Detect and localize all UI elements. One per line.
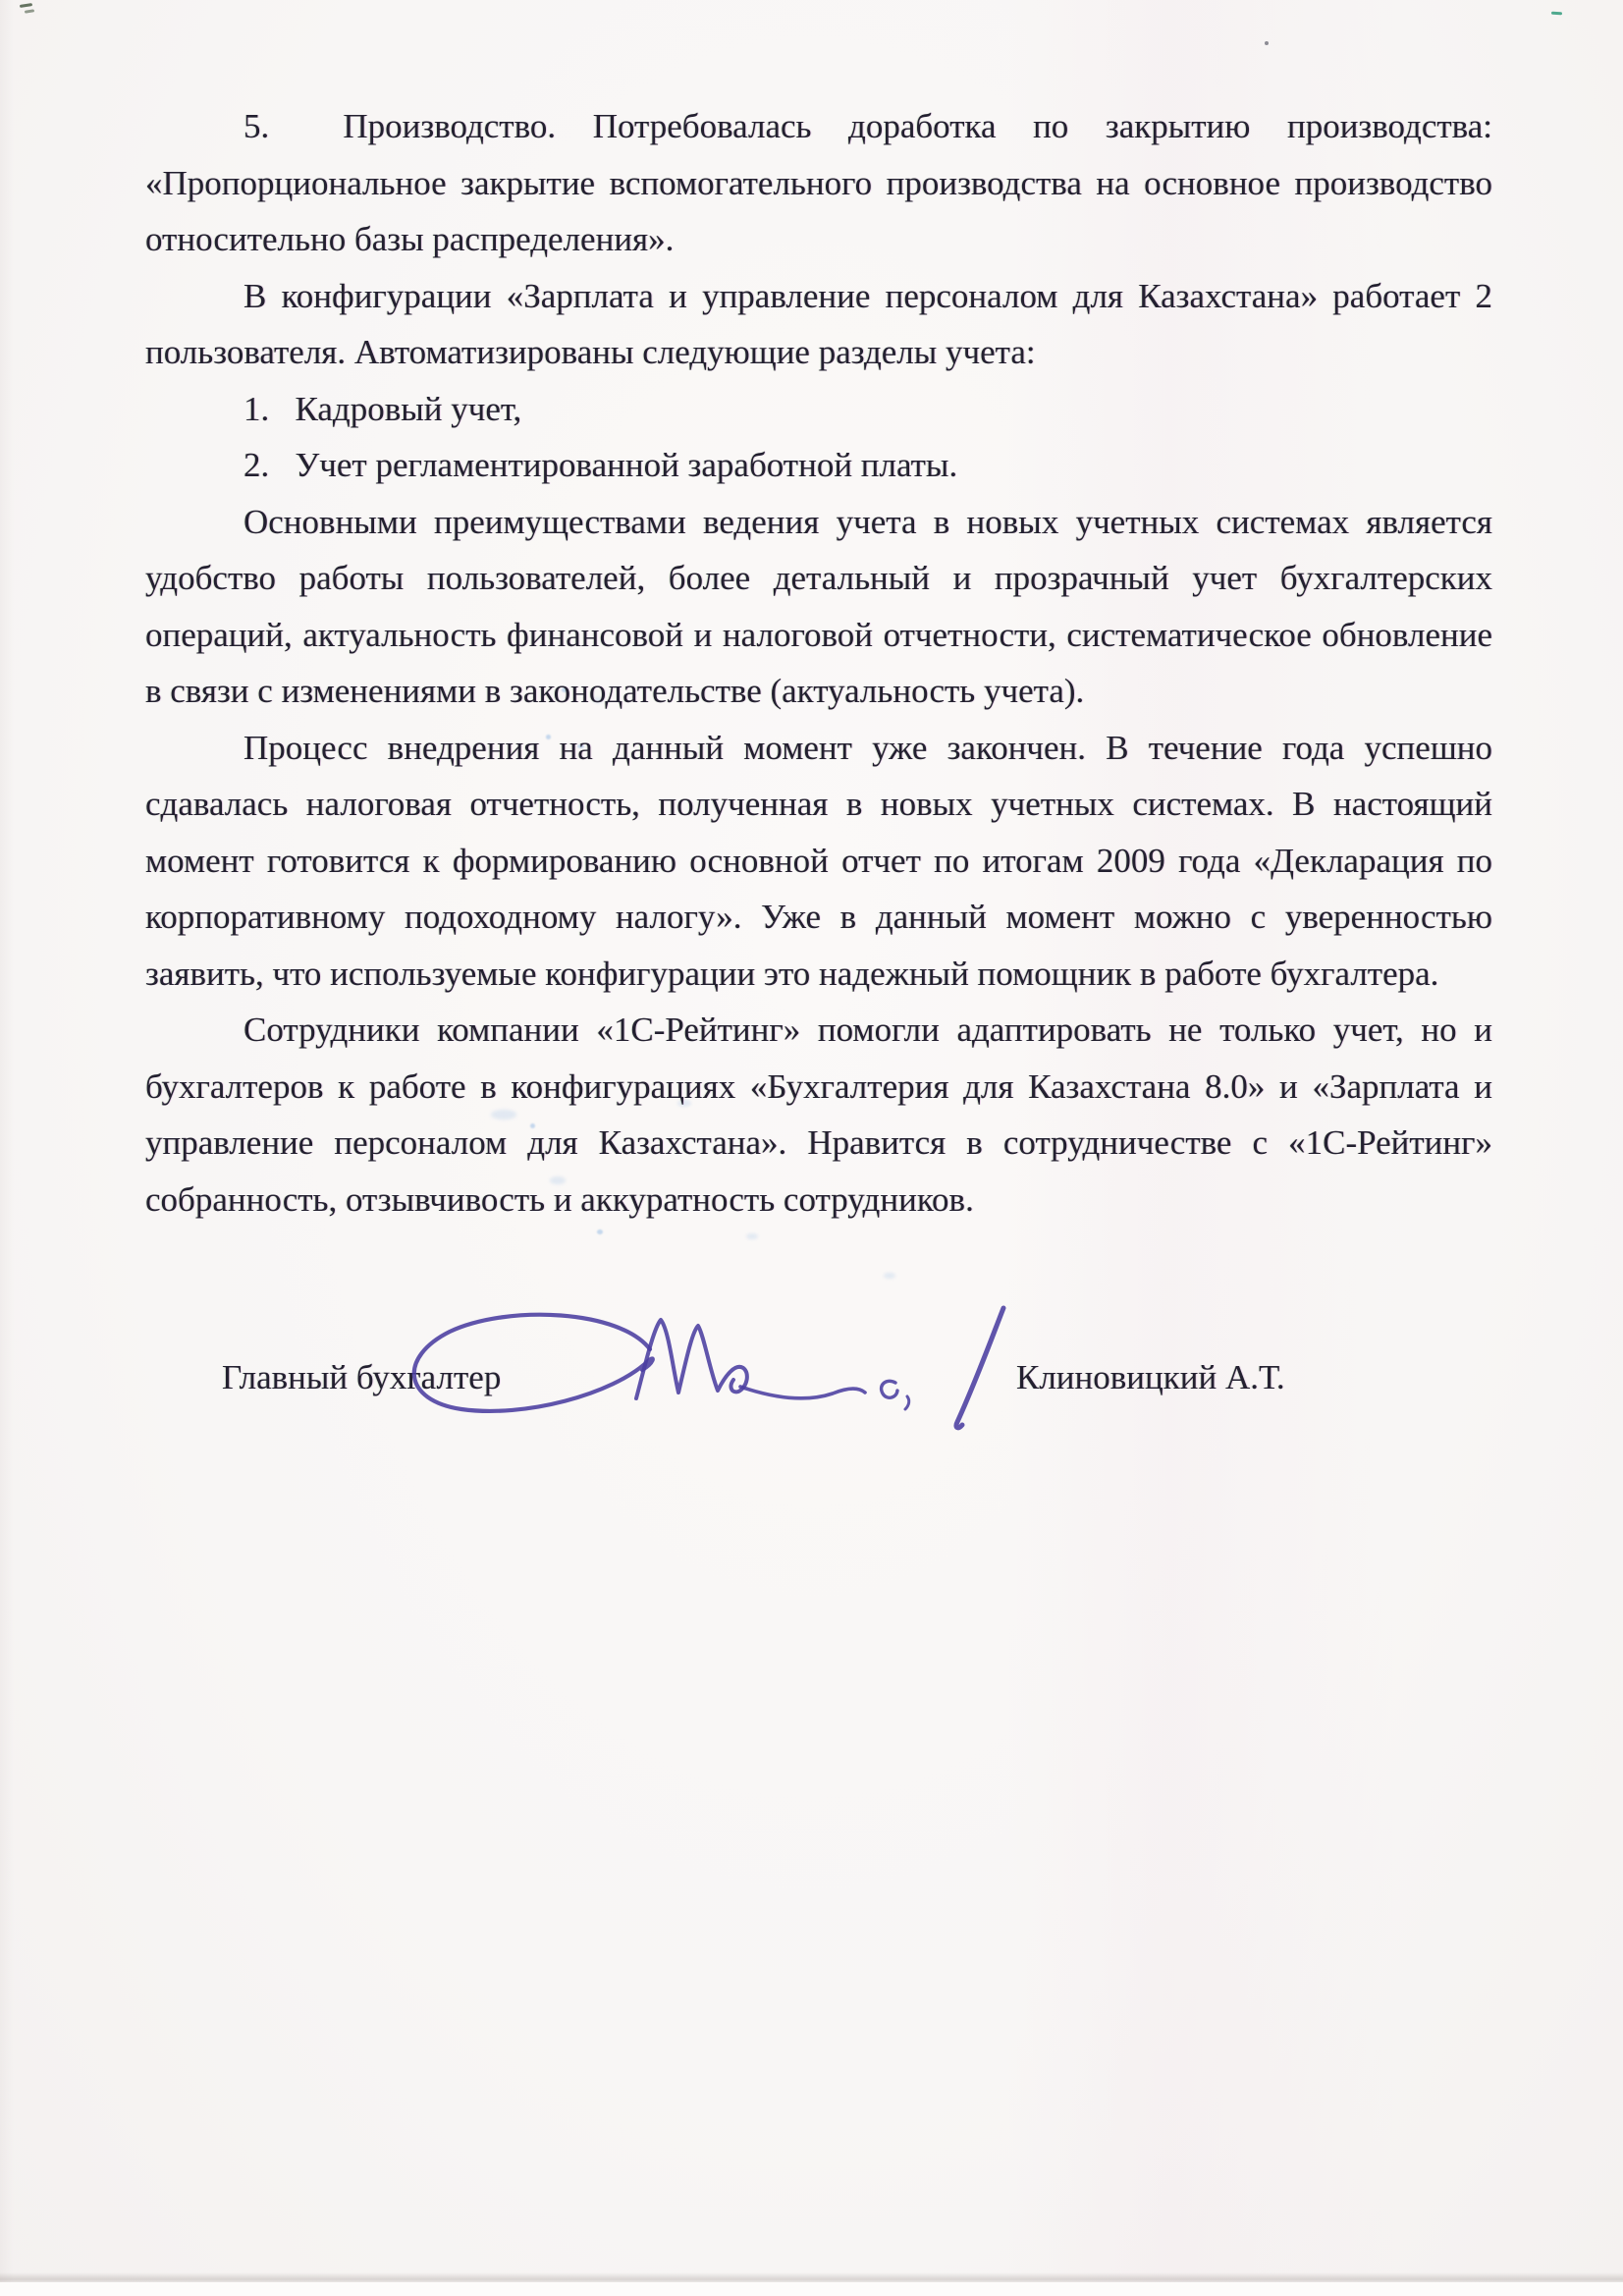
text-line: 1. Кадровый учет, xyxy=(243,389,522,428)
text-line: «Пропорциональное закрытие вспомогательного производства на основное производство xyxy=(145,163,1492,202)
scan-mark-top-left xyxy=(20,3,32,8)
letter-body xyxy=(145,98,1492,1228)
text-line: заявить, что используемые конфигурации это надежный помощник в работе бухгалтера. xyxy=(145,954,1439,993)
text-line: в связи с изменениями в законодательстве (актуальность учета). xyxy=(145,672,1085,710)
signer-role-label: Главный бухгалтер xyxy=(222,1358,502,1396)
scan-dot xyxy=(1265,41,1269,45)
scan-mark-top-right xyxy=(1551,12,1562,16)
text-line: относительно базы распределения». xyxy=(145,220,675,258)
signature-ink xyxy=(393,1300,1021,1438)
text-line: пользователя. Автоматизированы следующие разделы учета: xyxy=(145,333,1036,371)
text-line: управление персоналом для Казахстана». Нравится в сотрудничестве с «1С-Рейтинг» xyxy=(145,1123,1492,1162)
text-line: удобство работы пользователей, более детальный и прозрачный учет бухгалтерских xyxy=(145,559,1492,597)
text-line: Основными преимуществами ведения учета в новых учетных системах является xyxy=(243,502,1492,541)
scan-edge-strip xyxy=(0,2282,1623,2296)
text-line: собранность, отзывчивость и аккуратность сотрудников. xyxy=(145,1179,974,1219)
scan-smudge xyxy=(746,1233,758,1239)
text-line: момент готовится к формированию основной отчет по итогам 2009 года «Декларация по xyxy=(145,841,1492,880)
signature-block xyxy=(145,1338,1492,1475)
text-line: Сотрудники компании «1С-Рейтинг» помогли адаптировать не только учет, но и xyxy=(243,1011,1492,1049)
scan-edge-shadow xyxy=(0,2272,1623,2282)
text-line: Процесс внедрения на данный момент уже закончен. В течение года успешно xyxy=(243,728,1492,767)
signer-name: Клиновицкий А.Т. xyxy=(1016,1358,1285,1396)
scan-speck xyxy=(597,1230,603,1234)
text-line: сдавалась налоговая отчетность, полученная в новых учетных системах. В настоящий xyxy=(145,785,1492,823)
text-line: бухгалтеров к работе в конфигурациях «Бухгалтерия для Казахстана 8.0» и «Зарплата и xyxy=(145,1066,1492,1106)
text-line: 2. Учет регламентированной заработной платы. xyxy=(243,446,958,484)
text-line: 5. Производство. Потребовалась доработка по закрытию производства: xyxy=(243,107,1492,145)
text-line: корпоративному подоходному налогу». Уже в данный момент можно с уверенностью xyxy=(145,898,1492,936)
text-line: В конфигурации «Зарплата и управление персоналом для Казахстана» работает 2 xyxy=(243,276,1492,315)
text-line: операций, актуальность финансовой и налоговой отчетности, систематическое обновление xyxy=(145,615,1492,654)
scan-smudge xyxy=(884,1273,895,1279)
scan-mark-top-left-2 xyxy=(25,9,34,14)
